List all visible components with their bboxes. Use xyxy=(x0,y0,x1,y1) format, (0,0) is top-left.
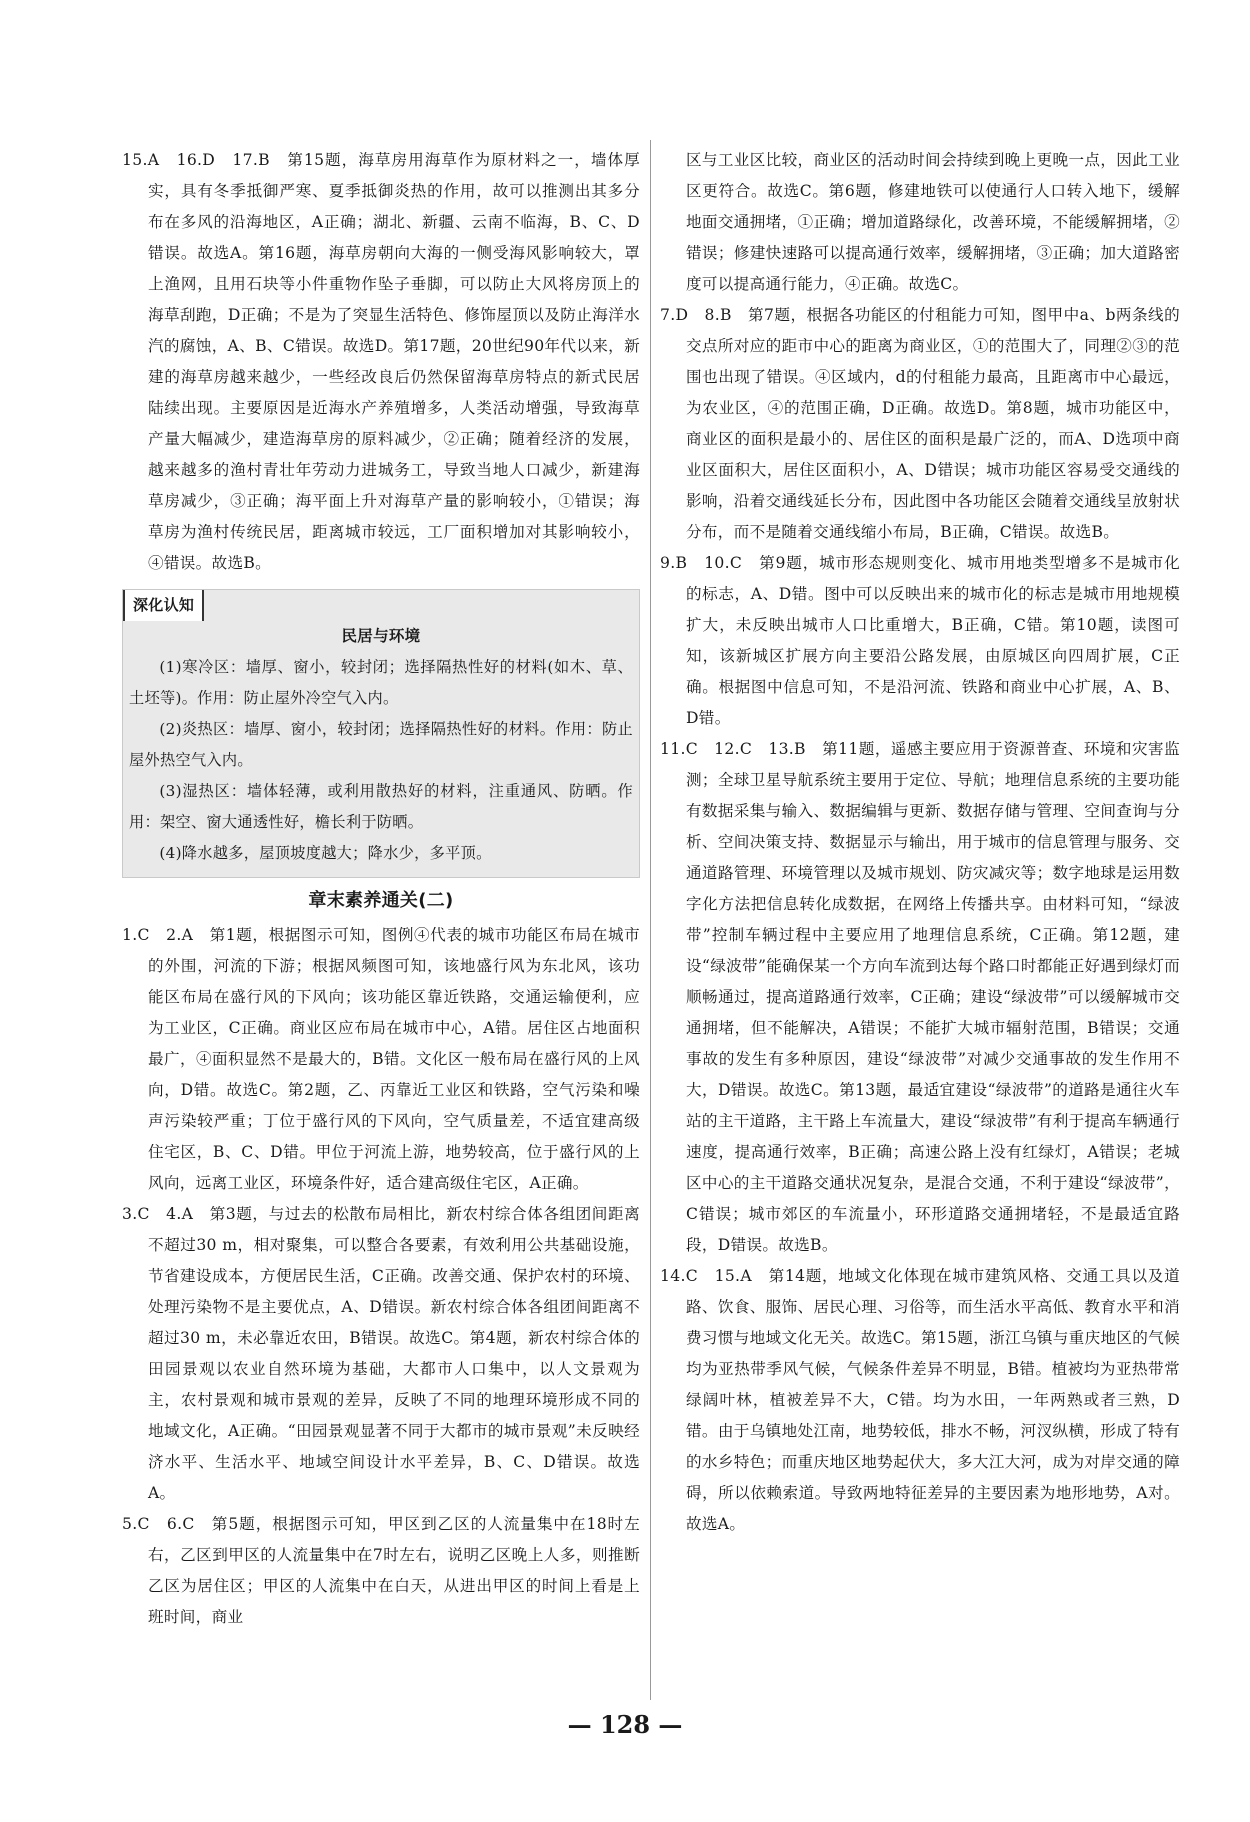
box-line: (1)寒冷区：墙厚、窗小，较封闭；选择隔热性好的材料(如木、草、土坯等)。作用：防止屋外冷空气入内。 xyxy=(129,658,633,707)
answer-item-continued: 区与工业区比较，商业区的活动时间会持续到晚上更晚一点，因此工业区更符合。故选C。第6题，修建地铁可以使通行人口转入地下，缓解地面交通拥堵，①正确；增加道路绿化，改善环境，不能缓解拥堵，②错误；修建快速路可以提高通行效率，缓解拥堵，③正确；加大道路密度可以提高通行能力，④正确。故选C。 xyxy=(686,151,1180,293)
box-tag: 深化认知 xyxy=(123,590,204,621)
answer-item: 3.C 4.A 第3题，与过去的松散布局相比，新农村综合体各组团间距离不超过30 m，相对聚集，可以整合各要素，有效利用公共基础设施，节省建设成本，方便居民生活，C正确。改善交通、保护农村的环境、处理污染物不是主要优点，A、D错误。新农村综合体各组团间距离不超过30 m，未必靠近农田，B错误。故选C。第4题，新农村综合体的田园景观以农业自然环境为基础，大都市人口集中，以人文景观为主，农村景观和城市景观的差异，反映了不同的地理环境形成不同的地域文化，A正确。“田园景观显著不同于大都市的城市景观”未反映经济水平、生活水平、地域空间设计水平差异，B、C、D错误。故选A。 xyxy=(122,1205,640,1502)
page-number: — 128 — xyxy=(567,1710,683,1739)
answer-item: 1.C 2.A 第1题，根据图示可知，图例④代表的城市功能区布局在城市的外围，河流的下游；根据风频图可知，该地盛行风为东北风，该功能区布局在盛行风的下风向；该功能区靠近铁路，交通运输便利，应为工业区，C正确。商业区应布局在城市中心，A错。居住区占地面积最广，④面积显然不是最大的，B错。文化区一般布局在盛行风的上风向，D错。故选C。第2题，乙、丙靠近工业区和铁路，空气污染和噪声污染较严重；丁位于盛行风的下风向，空气质量差，不适宜建高级住宅区，B、C、D错。甲位于河流上游，地势较高，位于盛行风的上风向，远离工业区，环境条件好，适合建高级住宅区，A正确。 xyxy=(122,926,640,1192)
answer-item: 9.B 10.C 第9题，城市形态规则变化、城市用地类型增多不是城市化的标志，A、D错。图中可以反映出来的城市化的标志是城市用地规模扩大，未反映出城市人口比重增大，B正确，C错。第10题，读图可知，该新城区扩展方向主要沿公路发展，由原城区向四周扩展，C正确。根据图中信息可知，不是沿河流、铁路和商业中心扩展，A、B、D错。 xyxy=(660,554,1180,727)
answer-item: 7.D 8.B 第7题，根据各功能区的付租能力可知，图甲中a、b两条线的交点所对应的距市中心的距离为商业区，①的范围大了，同理②③的范围也出现了错误。④区域内，d的付租能力最高，且距离市中心最远，为农业区，④的范围正确，D正确。故选D。第8题，城市功能区中，商业区的面积是最小的、居住区的面积是最广泛的，而A、D选项中商业区面积大，居住区面积小，A、D错误；城市功能区容易受交通线的影响，沿着交通线延长分布，因此图中各功能区会随着交通线呈放射状分布，而不是随着交通线缩小布局，B正确，C错误。故选B。 xyxy=(660,306,1180,541)
box-line: (3)湿热区：墙体轻薄，或利用散热好的材料，注重通风、防晒。作用：架空、窗大通透性好，檐长利于防晒。 xyxy=(129,782,633,831)
knowledge-box xyxy=(122,589,640,878)
answer-item: 11.C 12.C 13.B 第11题，遥感主要应用于资源普查、环境和灾害监测；全球卫星导航系统主要用于定位、导航；地理信息系统的主要功能有数据采集与输入、数据编辑与更新、数据存储与管理、空间查询与分析、空间决策支持、数据显示与输出，用于城市的信息管理与服务、交通道路管理、环境管理以及城市规划、防灾减灾等；数字地球是运用数字化方法把信息转化成数据，在网络上传播共享。由材料可知，“绿波带”控制车辆过程中主要应用了地理信息系统，C正确。第12题，建设“绿波带”能确保某一个方向车流到达每个路口时都能正好遇到绿灯而顺畅通过，提高道路通行效率，C正确；建设“绿波带”可以缓解城市交通拥堵，但不能解决，A错误；不能扩大城市辐射范围，B错误；交通事故的发生有多种原因，建设“绿波带”对减少交通事故的发生作用不大，D错误。故选C。第13题，最适宜建设“绿波带”的道路是通往火车站的主干道路，主干路上车流量大，建设“绿波带”有利于提高车辆通行速度，提高通行效率，B正确；高速公路上没有红绿灯，A错误；老城区中心的主干道路交通状况复杂，是混合交通，不利于建设“绿波带”，C错误；城市郊区的车流量小，环形道路交通拥堵轻，不是最适宜路段，D错误。故选B。 xyxy=(660,740,1180,1254)
right-column xyxy=(660,145,1180,1540)
section-title: 章末素养通关(二) xyxy=(308,890,454,911)
answer-item: 14.C 15.A 第14题，地域文化体现在城市建筑风格、交通工具以及道路、饮食、服饰、居民心理、习俗等，而生活水平高低、教育水平和消费习惯与地域文化无关。故选C。第15题，浙江乌镇与重庆地区的气候均为亚热带季风气候，气候条件差异不明显，B错。植被均为亚热带常绿阔叶林，植被差异不大，C错。均为水田，一年两熟或者三熟，D错。由于乌镇地处江南，地势较低，排水不畅，河汊纵横，形成了特有的水乡特色；而重庆地区地势起伏大，多大江大河，成为对岸交通的障碍，所以依赖索道。导致两地特征差异的主要因素为地形地势，A对。故选A。 xyxy=(660,1267,1180,1533)
column-divider xyxy=(650,140,651,1700)
box-line: (4)降水越多，屋顶坡度越大；降水少，多平顶。 xyxy=(159,844,492,862)
box-title: 民居与环境 xyxy=(341,627,421,645)
answer-item: 5.C 6.C 第5题，根据图示可知，甲区到乙区的人流量集中在18时左右，乙区到甲区的人流量集中在7时左右，说明乙区晚上人多，则推断乙区为居住区；甲区的人流集中在白天，从进出甲区的时间上看是上班时间，商业 xyxy=(122,1515,640,1626)
box-line: (2)炎热区：墙厚、窗小，较封闭；选择隔热性好的材料。作用：防止屋外热空气入内。 xyxy=(129,720,633,769)
left-column xyxy=(122,145,640,1633)
answer-item: 15.A 16.D 17.B 第15题，海草房用海草作为原材料之一，墙体厚实，具有冬季抵御严寒、夏季抵御炎热的作用，故可以推测出其多分布在多风的沿海地区，A正确；湖北、新疆、云南不临海，B、C、D错误。故选A。第16题，海草房朝向大海的一侧受海风影响较大，罩上渔网，且用石块等小件重物作坠子垂脚，可以防止大风将房顶上的海草刮跑，D正确；不是为了突显生活特色、修饰屋顶以及防止海洋水汽的腐蚀，A、B、C错误。故选D。第17题，20世纪90年代以来，新建的海草房越来越少，一些经改良后仍然保留海草房特点的新式民居陆续出现。主要原因是近海水产养殖增多，人类活动增强，导致海草产量大幅减少，建造海草房的原料减少，②正确；随着经济的发展，越来越多的渔村青壮年劳动力进城务工，导致当地人口减少，新建海草房减少，③正确；海平面上升对海草产量的影响较小，①错误；海草房为渔村传统民居，距离城市较远，工厂面积增加对其影响较小，④错误。故选B。 xyxy=(122,151,640,572)
